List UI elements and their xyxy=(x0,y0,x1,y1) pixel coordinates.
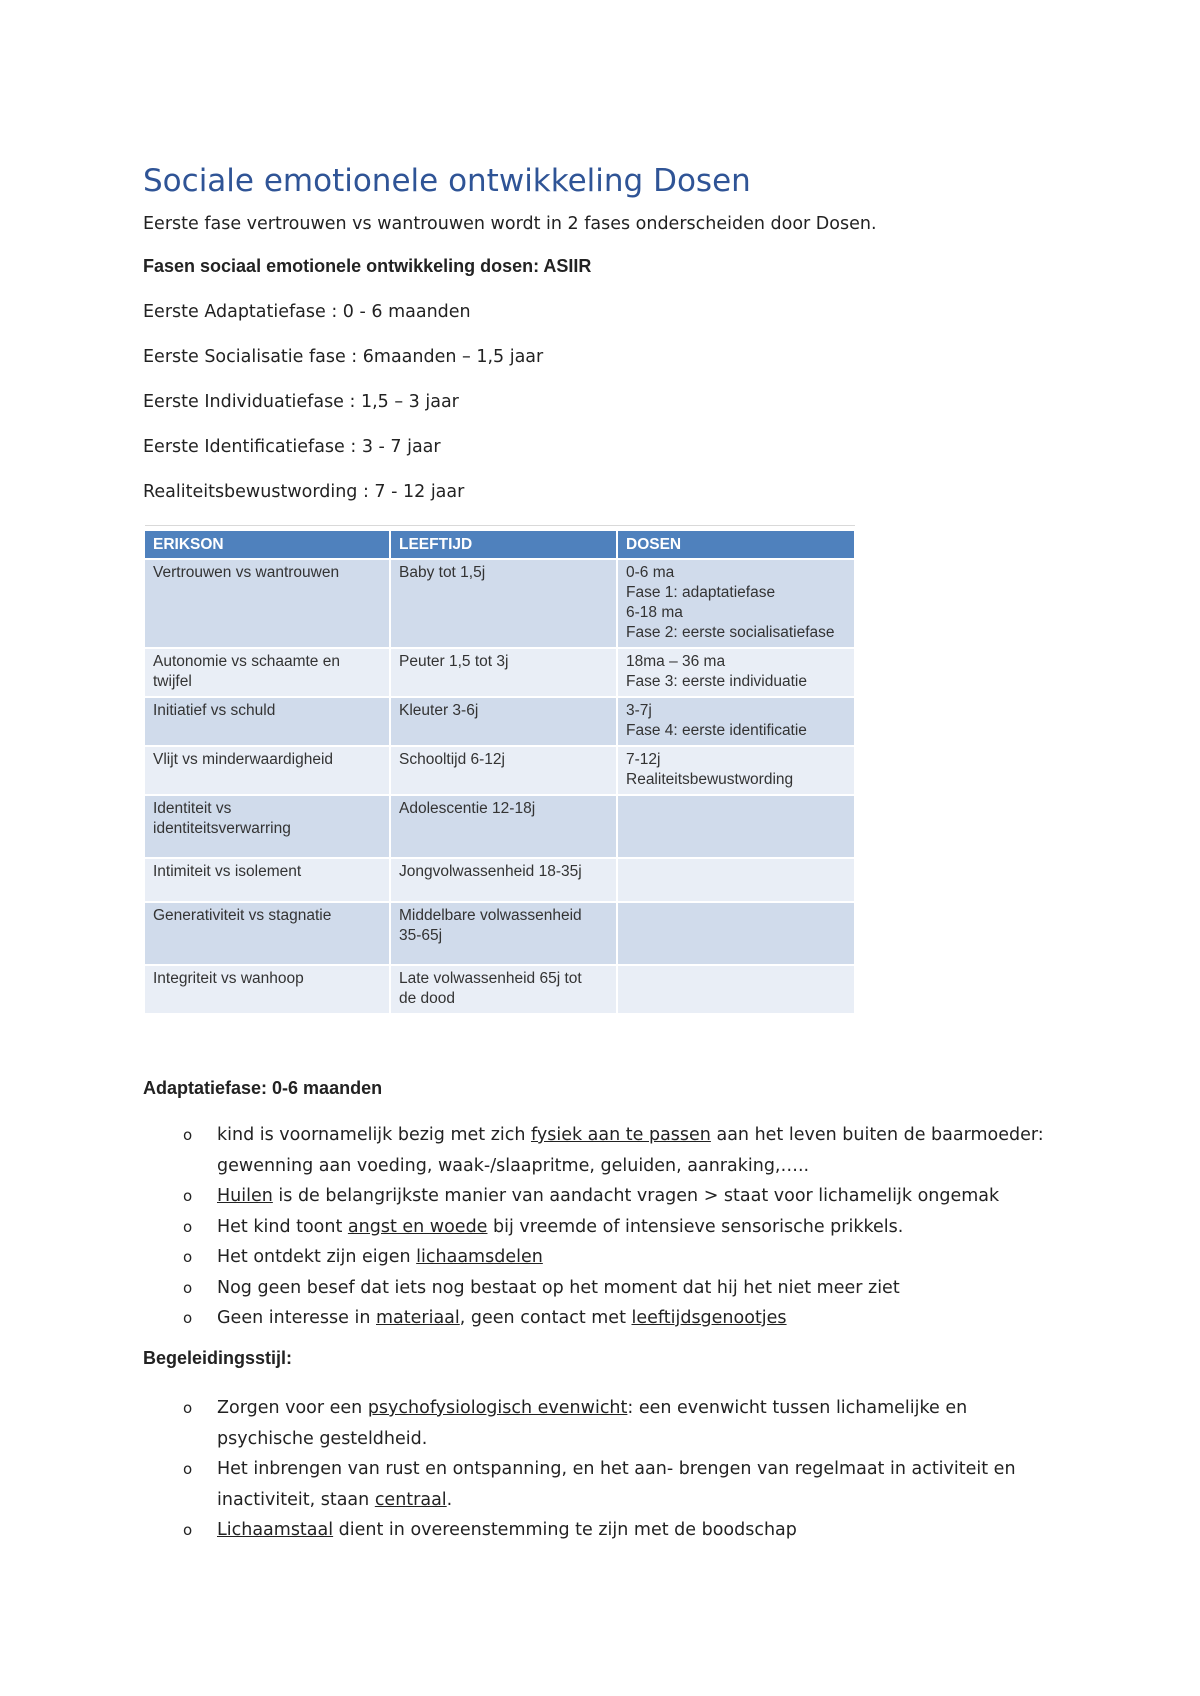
text-segment: Zorgen voor een xyxy=(217,1398,368,1418)
cell-text-line: twijfel xyxy=(153,673,192,690)
text-segment: aan het leven buiten de baarmoeder: xyxy=(710,1125,1044,1145)
column-header-erikson: ERIKSON xyxy=(145,531,390,559)
bullet-item xyxy=(143,1393,1073,1454)
bullet-line xyxy=(217,1454,1073,1485)
underlined-text: leeftijdsgenootjes xyxy=(631,1308,787,1328)
table-row xyxy=(145,746,855,795)
column-header-dosen: DOSEN xyxy=(617,531,855,559)
text-segment: is de belangrijkste manier van aandacht vragen > staat voor lichamelijk ongemak xyxy=(272,1186,1000,1206)
cell-text-line: Realiteitsbewustwording xyxy=(626,771,794,788)
bullet-line xyxy=(217,1515,1073,1546)
text-segment: , geen contact met xyxy=(459,1308,632,1328)
cell-text-line: Vlijt vs minderwaardigheid xyxy=(153,751,334,768)
underlined-text: Huilen xyxy=(217,1186,273,1206)
bullet-marker-icon: o xyxy=(183,1248,193,1266)
bullet-line xyxy=(217,1424,1073,1455)
table-cell-leeftijd xyxy=(390,648,617,697)
cell-text-line: Fase 1: adaptatiefase xyxy=(626,584,776,601)
adaptatie-bullet-list xyxy=(143,1120,1073,1334)
table-row xyxy=(145,902,855,965)
text-segment: inactiviteit, staan xyxy=(217,1489,375,1510)
text-segment: Het ontdekt zijn eigen xyxy=(217,1247,417,1267)
table-row xyxy=(145,965,855,1013)
begeleiding-heading: Begeleidingsstijl: xyxy=(143,1348,293,1368)
cell-text-line: Integriteit vs wanhoop xyxy=(153,970,304,987)
cell-text-line: Autonomie vs schaamte en xyxy=(153,653,340,670)
cell-text-line: Peuter 1,5 tot 3j xyxy=(399,653,509,670)
phase-line: Eerste Socialisatie fase : 6maanden – 1,5 jaar xyxy=(143,347,544,367)
cell-text-line: 18ma – 36 ma xyxy=(626,653,726,670)
underlined-text: materiaal xyxy=(376,1308,460,1328)
table-cell-leeftijd xyxy=(390,858,617,902)
bullet-line xyxy=(217,1242,1073,1273)
text-segment: dient in overeenstemming te zijn met de boodschap xyxy=(333,1520,797,1540)
text-segment: Nog geen besef dat iets nog bestaat op het moment dat hij het niet meer ziet xyxy=(217,1277,900,1298)
phase-line: Eerste Individuatiefase : 1,5 – 3 jaar xyxy=(143,392,459,412)
table-cell-erikson xyxy=(145,795,390,858)
table-cell-erikson xyxy=(145,858,390,902)
table-cell-leeftijd xyxy=(390,795,617,858)
page-title: Sociale emotionele ontwikkeling Dosen xyxy=(143,163,751,199)
table-cell-dosen xyxy=(617,965,855,1013)
table-row xyxy=(145,559,855,648)
table-header-row xyxy=(145,531,855,559)
intro-text: Eerste fase vertrouwen vs wantrouwen wordt in 2 fases onderscheiden door Dosen. xyxy=(143,214,877,234)
table-cell-dosen xyxy=(617,902,855,965)
bullet-line xyxy=(217,1303,1073,1334)
table-cell-erikson xyxy=(145,697,390,746)
cell-text-line: Kleuter 3-6j xyxy=(399,702,479,719)
bullet-line xyxy=(217,1181,1073,1212)
text-segment: . xyxy=(446,1489,453,1510)
begeleiding-bullet-list xyxy=(143,1393,1073,1546)
cell-text-line: identiteitsverwarring xyxy=(153,820,291,837)
underlined-text: lichaamsdelen xyxy=(416,1247,543,1267)
cell-text-line: Fase 3: eerste individuatie xyxy=(626,673,807,690)
table-cell-erikson xyxy=(145,746,390,795)
column-header-leeftijd: LEEFTIJD xyxy=(390,531,617,559)
table-cell-erikson xyxy=(145,965,390,1013)
cell-text-line: Late volwassenheid 65j tot xyxy=(399,970,582,987)
table-cell-dosen xyxy=(617,746,855,795)
text-segment: Het inbrengen van rust en ontspanning, en het aan- brengen van regelmaat in activiteit en xyxy=(217,1459,1016,1479)
text-segment: gewenning aan voeding, waak-/slaapritme, geluiden, aanraking,….. xyxy=(217,1155,810,1176)
bullet-marker-icon: o xyxy=(183,1399,193,1417)
bullet-line xyxy=(217,1120,1073,1151)
text-segment: psychische gesteldheid. xyxy=(217,1428,428,1449)
bullet-line xyxy=(217,1393,1073,1424)
phase-line: Eerste Adaptatiefase : 0 - 6 maanden xyxy=(143,302,471,322)
cell-text-line: Identiteit vs xyxy=(153,800,232,817)
bullet-marker-icon: o xyxy=(183,1521,193,1539)
bullet-line xyxy=(217,1212,1073,1243)
cell-text-line: Adolescentie 12-18j xyxy=(399,800,536,817)
cell-text-line: 3-7j xyxy=(626,702,652,719)
table-top-rule xyxy=(145,525,855,526)
bullet-line xyxy=(217,1485,1073,1516)
underlined-text: Lichaamstaal xyxy=(217,1520,334,1540)
bullet-marker-icon: o xyxy=(183,1278,193,1297)
table-cell-dosen xyxy=(617,648,855,697)
bullet-item xyxy=(143,1273,1073,1304)
text-segment: Het kind toont xyxy=(217,1216,348,1237)
bullet-item xyxy=(143,1242,1073,1273)
table-cell-leeftijd xyxy=(390,746,617,795)
underlined-text: fysiek aan te passen xyxy=(531,1125,711,1145)
bullet-line xyxy=(217,1273,1073,1304)
table-cell-dosen xyxy=(617,795,855,858)
table-cell-erikson xyxy=(145,559,390,648)
table-cell-leeftijd xyxy=(390,559,617,648)
table-row xyxy=(145,697,855,746)
cell-text-line: Fase 2: eerste socialisatiefase xyxy=(626,624,835,641)
cell-text-line: 6-18 ma xyxy=(626,604,683,621)
table-row xyxy=(145,648,855,697)
adaptatie-heading: Adaptatiefase: 0-6 maanden xyxy=(143,1078,383,1098)
phase-line: Eerste Identificatiefase : 3 - 7 jaar xyxy=(143,437,441,457)
text-segment: Geen interesse in xyxy=(217,1308,376,1328)
erikson-dosen-table xyxy=(145,531,856,1013)
underlined-text: centraal xyxy=(374,1489,447,1510)
phases-heading: Fasen sociaal emotionele ontwikkeling dosen: ASIIR xyxy=(143,256,592,276)
cell-text-line: 7-12j xyxy=(626,751,661,768)
bullet-item xyxy=(143,1454,1073,1515)
cell-text-line: Fase 4: eerste identificatie xyxy=(626,722,807,739)
table-row xyxy=(145,795,855,858)
cell-text-line: Jongvolwassenheid 18-35j xyxy=(399,863,582,880)
table-cell-dosen xyxy=(617,559,855,648)
bullet-line xyxy=(217,1151,1073,1182)
bullet-item xyxy=(143,1515,1073,1546)
bullet-item xyxy=(143,1212,1073,1243)
underlined-text: psychofysiologisch evenwicht xyxy=(367,1398,628,1418)
cell-text-line: Vertrouwen vs wantrouwen xyxy=(153,564,340,581)
cell-text-line: Schooltijd 6-12j xyxy=(399,751,505,768)
bullet-marker-icon: o xyxy=(183,1126,193,1144)
bullet-marker-icon: o xyxy=(183,1460,193,1478)
cell-text-line: Generativiteit vs stagnatie xyxy=(153,907,332,924)
bullet-marker-icon: o xyxy=(183,1309,193,1327)
phase-line: Realiteitsbewustwording : 7 - 12 jaar xyxy=(143,482,465,502)
table-cell-leeftijd xyxy=(390,697,617,746)
cell-text-line: Baby tot 1,5j xyxy=(399,564,486,581)
text-segment: kind is voornamelijk bezig met zich xyxy=(217,1125,532,1145)
table-cell-dosen xyxy=(617,697,855,746)
cell-text-line: 35-65j xyxy=(399,927,443,944)
table-cell-leeftijd xyxy=(390,902,617,965)
table-cell-leeftijd xyxy=(390,965,617,1013)
cell-text-line: Intimiteit vs isolement xyxy=(153,863,302,880)
text-segment: : een evenwicht tussen lichamelijke en xyxy=(627,1398,968,1418)
bullet-marker-icon: o xyxy=(183,1217,193,1236)
cell-text-line: de dood xyxy=(399,990,456,1007)
cell-text-line: Initiatief vs schuld xyxy=(153,702,276,719)
cell-text-line: Middelbare volwassenheid xyxy=(399,907,582,924)
bullet-marker-icon: o xyxy=(183,1187,193,1205)
text-segment: bij vreemde of intensieve sensorische prikkels. xyxy=(487,1216,904,1237)
bullet-item xyxy=(143,1303,1073,1334)
table-cell-erikson xyxy=(145,648,390,697)
table-row xyxy=(145,858,855,902)
cell-text-line: 0-6 ma xyxy=(626,564,675,581)
bullet-item xyxy=(143,1120,1073,1181)
table-cell-dosen xyxy=(617,858,855,902)
underlined-text: angst en woede xyxy=(347,1216,488,1237)
table-cell-erikson xyxy=(145,902,390,965)
bullet-item xyxy=(143,1181,1073,1212)
